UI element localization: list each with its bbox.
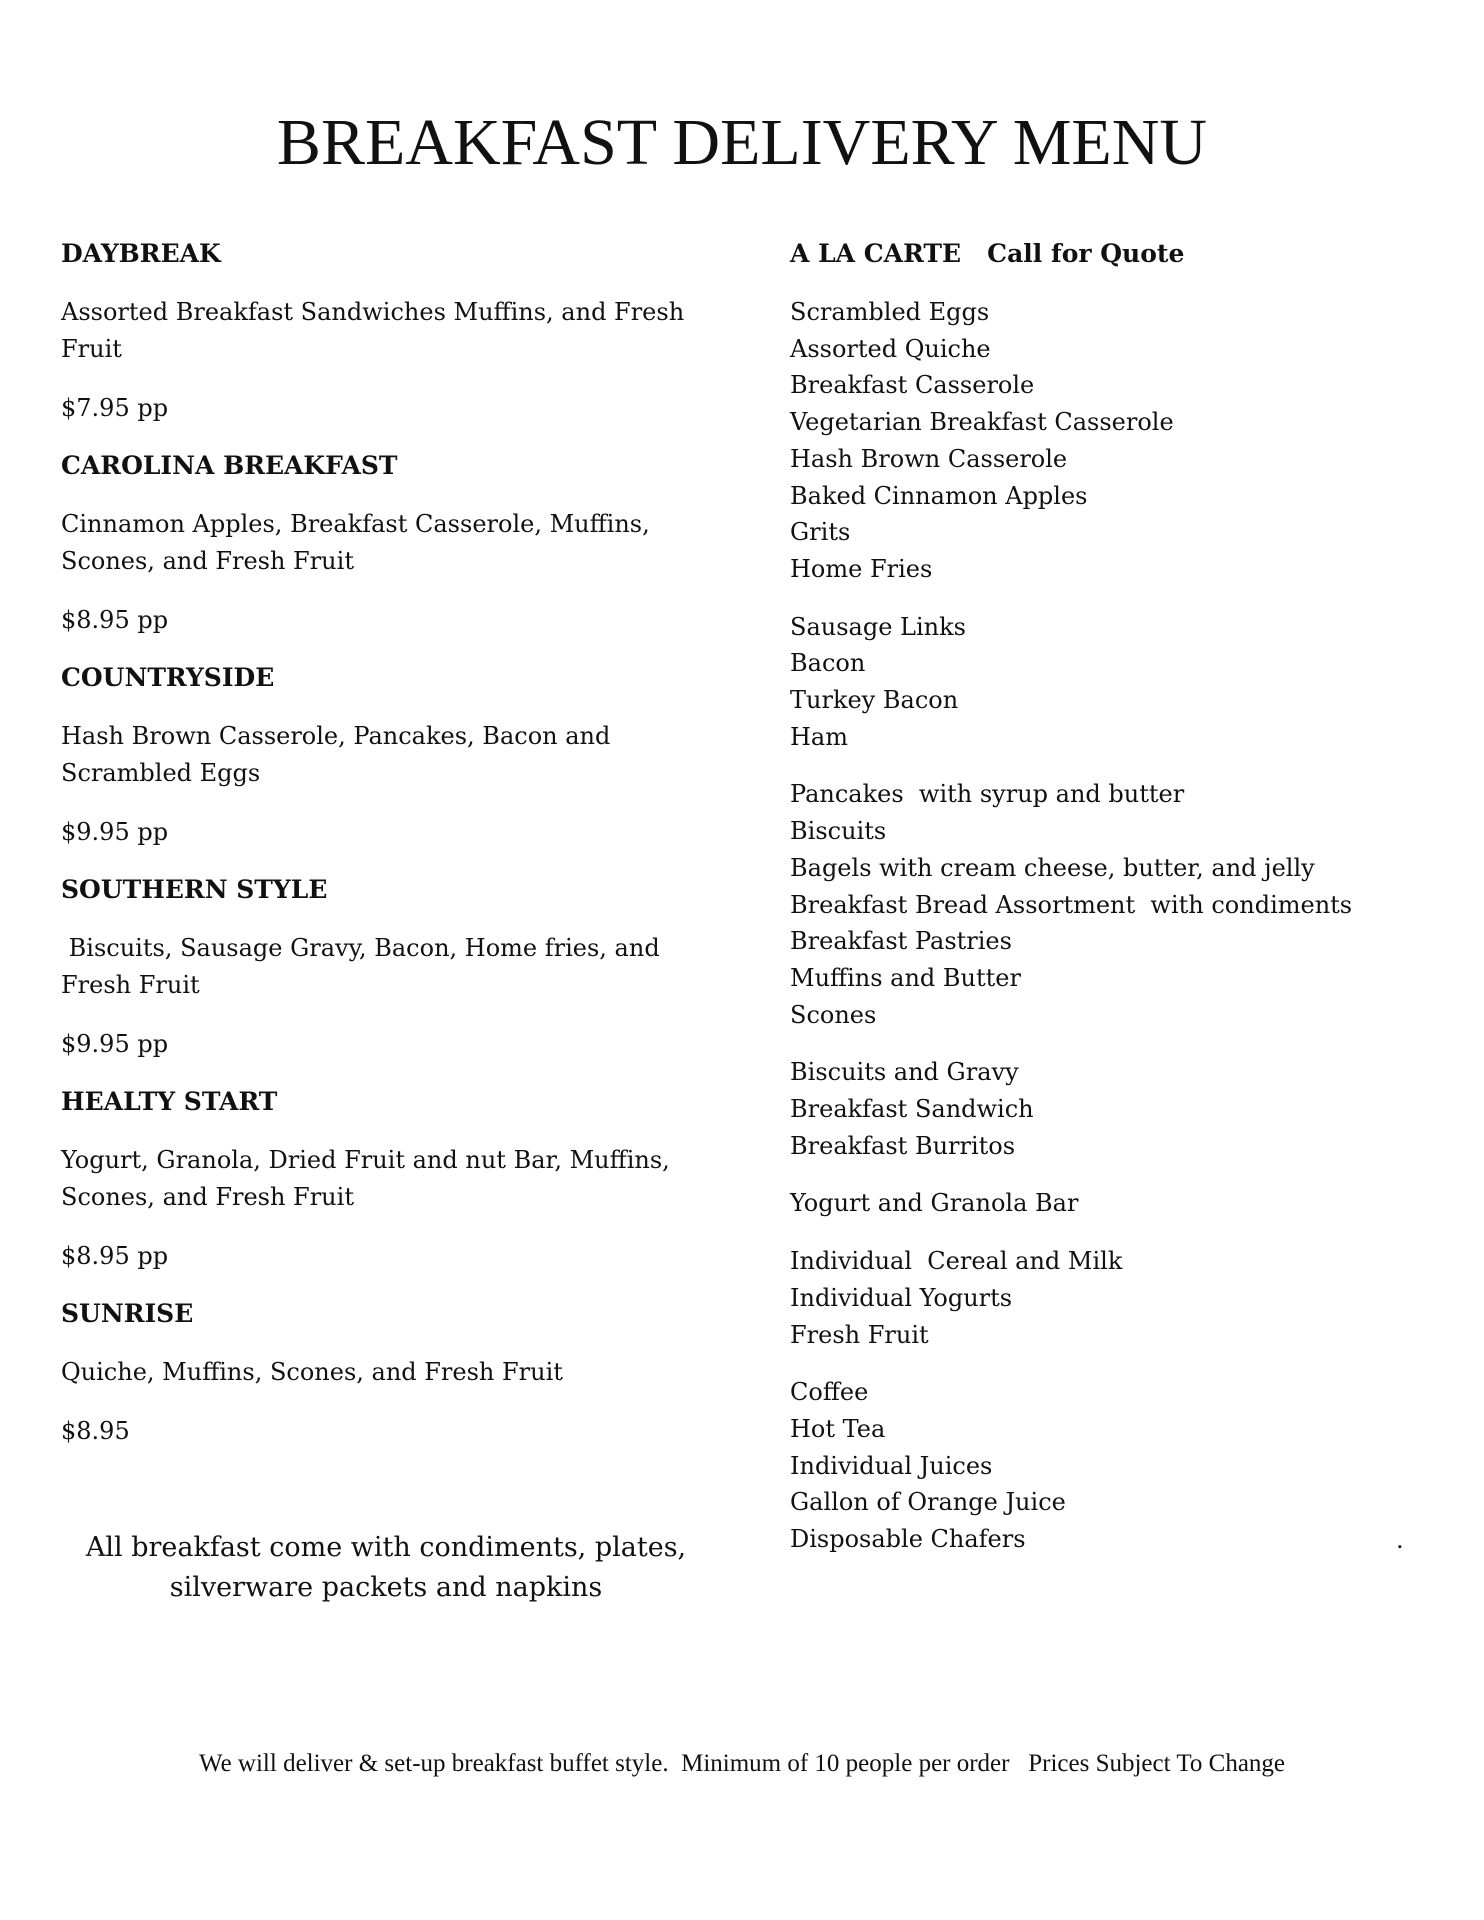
package-description: Quiche, Muffins, Scones, and Fresh Fruit [61, 1358, 563, 1386]
a-la-carte-item: Grits [790, 518, 851, 547]
package-description: Biscuits, Sausage Gravy, Bacon, Home fries, and Fresh Fruit [61, 934, 668, 999]
package-name: SOUTHERN STYLE [61, 875, 328, 904]
a-la-carte-group [790, 1374, 1390, 1558]
a-la-carte-group [790, 609, 1390, 756]
a-la-carte-item: Bacon [790, 649, 866, 678]
a-la-carte-item: Fresh Fruit [790, 1320, 929, 1349]
a-la-carte-groups [790, 294, 1390, 1558]
package-countryside [61, 660, 701, 850]
package-name: SUNRISE [61, 1299, 194, 1328]
a-la-carte-group [790, 1054, 1390, 1164]
a-la-carte-group [790, 776, 1390, 1033]
a-la-carte-item: Breakfast Casserole [790, 371, 1035, 400]
a-la-carte-item: Coffee [790, 1378, 869, 1407]
a-la-carte-item: Hash Brown Casserole [790, 444, 1068, 473]
a-la-carte-item: Pancakes with syrup and butter [790, 780, 1185, 809]
a-la-carte-heading: A LA CARTE Call for Quote [790, 239, 1185, 268]
a-la-carte-item: Breakfast Pastries [790, 927, 1012, 956]
package-price: $8.95 [61, 1417, 130, 1445]
a-la-carte-item: Scrambled Eggs [790, 298, 990, 326]
package-name: HEALTY START [61, 1087, 278, 1116]
a-la-carte-item: Gallon of Orange Juice [790, 1488, 1066, 1517]
package-price: $8.95 pp [61, 1242, 169, 1270]
a-la-carte-group [790, 294, 1390, 588]
a-la-carte-item: Biscuits [790, 817, 887, 846]
package-description: Yogurt, Granola, Dried Fruit and nut Bar, Muffins, Scones, and Fresh Fruit [61, 1146, 670, 1211]
footer-note: We will deliver & set-up breakfast buffet style. Minimum of 10 people per order Prices Subject To Change [198, 1750, 1286, 1777]
package-healty-start [61, 1084, 701, 1274]
a-la-carte-item: Turkey Bacon [790, 686, 959, 715]
package-price: $9.95 pp [61, 818, 169, 846]
package-southern-style [61, 872, 701, 1062]
a-la-carte-item: Sausage Links [790, 612, 966, 641]
a-la-carte-item: Assorted Quiche [790, 334, 991, 363]
a-la-carte-group [790, 1243, 1390, 1353]
a-la-carte-item: Bagels with cream cheese, butter, and jelly [790, 853, 1315, 882]
package-sunrise [61, 1296, 701, 1449]
a-la-carte-item: Muffins and Butter [790, 963, 1021, 992]
a-la-carte-item: Disposable Chafers [790, 1525, 1026, 1554]
package-price: $8.95 pp [61, 606, 169, 634]
a-la-carte-item: Breakfast Sandwich [790, 1095, 1034, 1124]
package-carolina-breakfast [61, 448, 701, 638]
a-la-carte-group [790, 1185, 1390, 1222]
a-la-carte-item: Individual Cereal and Milk [790, 1247, 1123, 1276]
a-la-carte-item: Baked Cinnamon Apples [790, 481, 1088, 510]
package-description: Hash Brown Casserole, Pancakes, Bacon and Scrambled Eggs [61, 722, 611, 787]
package-daybreak [61, 236, 701, 426]
a-la-carte-item: Breakfast Burritos [790, 1131, 1016, 1160]
a-la-carte-item: Scones [790, 1000, 877, 1029]
stray-mark: . [1396, 1526, 1404, 1554]
a-la-carte-item: Hot Tea [790, 1414, 886, 1443]
a-la-carte-item: Breakfast Bread Assortment with condiments [790, 890, 1353, 919]
a-la-carte-item: Biscuits and Gravy [790, 1058, 1019, 1087]
package-description: Cinnamon Apples, Breakfast Casserole, Muffins, Scones, and Fresh Fruit [61, 510, 650, 575]
a-la-carte-item: Yogurt and Granola Bar [790, 1189, 1079, 1218]
packages-column [61, 236, 701, 1471]
a-la-carte-item: Ham [790, 722, 848, 751]
page-title: BREAKFAST DELIVERY MENU [276, 106, 1208, 179]
a-la-carte-item: Home Fries [790, 554, 933, 583]
package-price: $7.95 pp [61, 394, 169, 422]
a-la-carte-item: Individual Yogurts [790, 1283, 1013, 1312]
a-la-carte-item: Vegetarian Breakfast Casserole [790, 408, 1174, 437]
a-la-carte-item: Individual Juices [790, 1451, 993, 1480]
package-name: CAROLINA BREAKFAST [61, 451, 398, 480]
package-description: Assorted Breakfast Sandwiches Muffins, and Fresh Fruit [61, 298, 685, 363]
included-items-note: All breakfast come with condiments, plates, silverware packets and napkins [85, 1532, 687, 1603]
package-name: COUNTRYSIDE [61, 663, 275, 692]
package-price: $9.95 pp [61, 1030, 169, 1058]
a-la-carte-column [790, 236, 1390, 1579]
package-name: DAYBREAK [61, 239, 221, 268]
